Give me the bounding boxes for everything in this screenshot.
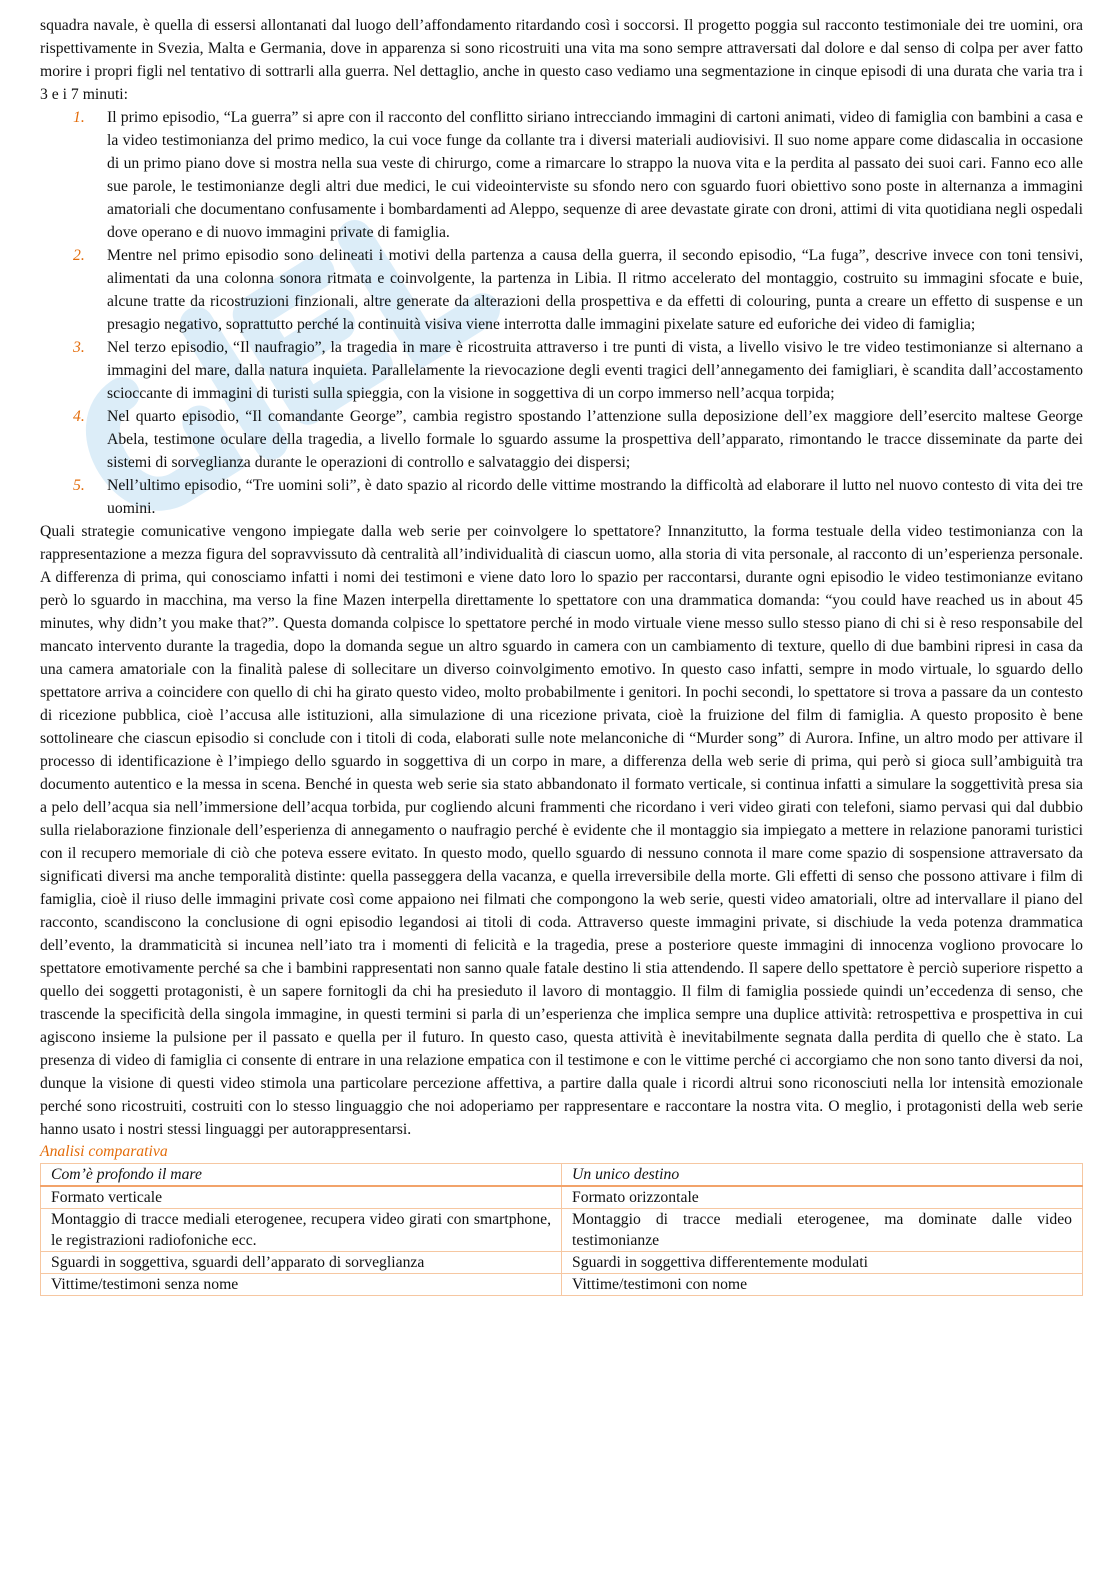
table-row: [41, 1252, 1083, 1274]
list-item: [40, 474, 1083, 520]
list-item-text: Nel quarto episodio, “Il comandante George”, cambia registro spostando l’attenzione sulla deposizione dell’ex maggiore dell’esercito maltese George Abela, testimone oculare della tragedia, a livello formale lo sguardo assume la prospettiva dell’apparato, rimontando le tracce disseminate da parte dei sistemi di sorveglianza durante le operazioni di controllo e salvataggio dei dispersi;: [107, 408, 1083, 471]
list-number: 1.: [73, 109, 85, 126]
table-cell: Formato verticale: [41, 1186, 562, 1209]
table-header-cell: Un unico destino: [562, 1164, 1083, 1187]
intro-paragraph: squadra navale, è quella di essersi allontanati dal luogo dell’affondamento ritardando così i soccorsi. Il progetto poggia sul racconto testimoniale dei tre uomini, ora rispettivamente in Svezia, Malta e Germania, dove in apparenza si sono ricostruiti una vita ma sono sempre attraversati dal dolore e dal senso di colpa per aver fatto morire i propri figli nel tentativo di sottrarli alla guerra. Nel dettaglio, anche in questo caso vediamo una segmentazione in cinque episodi di una durata che varia tra i 3 e i 7 minuti:: [40, 17, 1083, 103]
list-item-text: Nel terzo episodio, “Il naufragio”, la tragedia in mare è ricostruita attraverso i tre punti di vista, a livello visivo le tre video testimonianze si alternano a immagini del mare, dalla natura inquieta. Parallelamente la rievocazione degli eventi tragici dell’annegamento dei famigliari, è scandita dall’accostamento scioccante di immagini di turisti sulla spieggia, con la visione in soggettiva di un corpo immerso nell’acqua torpida;: [107, 339, 1083, 402]
comparison-table: [40, 1163, 1083, 1296]
list-item-text: Il primo episodio, “La guerra” si apre con il racconto del conflitto siriano intrecciando immagini di cartoni animati, video di famiglia con bambini a casa e la video testimonianza del primo medico, la cui voce funge da collante tra i diversi materiali audiovisivi. Il suo nome appare come didascalia in occasione di un primo piano dove si mostra nella sua veste di chirurgo, come a rimarcare lo strappo la nuova vita e la perdita al passato dei suoi cari. Fanno eco alle sue parole, le testimonianze degli altri due medici, le cui videointerviste su sfondo nero con sguardo fuori obiettivo sono poste in alternanza a immagini amatoriali che documentano confusamente i bombardamenti ad Aleppo, sequenze di aree devastate girate con droni, attimi di vita quotidiana negli ospedali dove operano e di nuovo immagini private di famiglia.: [107, 109, 1083, 241]
section-heading: Analisi comparativa: [40, 1143, 168, 1160]
table-row: [41, 1209, 1083, 1252]
table-cell: Montaggio di tracce mediali eterogenee, ma dominate dalle video testimonianze: [562, 1209, 1083, 1252]
episodes-list: [40, 106, 1083, 520]
body-paragraph: Quali strategie comunicative vengono impiegate dalla web serie per coinvolgere lo spettatore? Innanzitutto, la forma testuale della video testimonianza con la rappresentazione a mezza figura del sopravvissuto dà centralità all’individualità di ciascun uomo, alla storia di vita personale, al racconto di un’esperienza personale. A differenza di prima, qui conosciamo infatti i nomi dei testimoni e viene dato loro lo spazio per raccontarsi, durante ogni episodio le video testimonianze evitano però lo sguardo in macchina, ma verso la fine Mazen interpella direttamente lo spettatore con una drammatica domanda: “you could have reached us in about 45 minutes, why didn’t you make that?”. Questa domanda colpisce lo spettatore perché in modo virtuale viene messo sullo stesso piano di chi si è reso responsabile del mancato intervento durante la tragedia, dopo la domanda segue un altro sguardo in camera con un cambiamento di texture, quello di due bambini ripresi in casa da una camera amatoriale con la finalità palese di sollecitare un diverso coinvolgimento emotivo. In questo caso infatti, sempre in modo virtuale, lo sguardo dello spettatore arriva a coincidere con quello di chi ha girato questo video, molto probabilmente i genitori. In pochi secondi, lo spettatore si trova a passare da un contesto di ricezione pubblica, cioè l’accusa alle istituzioni, alla simulazione di una ricezione privata, cioè la fruizione del film di famiglia. A questo proposito è bene sottolineare che ciascun episodio si conclude con i titoli di coda, elaborati sulle note melanconiche di “Murder song” di Aurora. Infine, un altro modo per attivare il processo di identificazione è l’impiego dello sguardo in soggettiva di un corpo in mare, a differenza della web serie di prima, qui però si gioca sull’ambiguità tra documento autentico e la messa in scena. Benché in questa web serie sia stato abbandonato il formato verticale, si continua infatti a simulare la soggettività presa sia a pelo dell’acqua sia nell’immersione dell’acqua torbida, pur cogliendo alcuni frammenti che ricordano i veri video girati con telefoni, siamo pervasi qui dal dubbio sulla rielaborazione finzionale dell’esperienza di annegamento o naufragio perché è evidente che il montaggio sia impiegato a mettere in relazione panorami turistici con il recupero memoriale di ciò che poteva essere evitato. In questo modo, quello sguardo di nessuno connota il mare come spazio di sospensione attraversato da significati diversi ma anche temporalità distinte: quella passeggera della vacanza, e quella irreversibile della morte. Gli effetti di senso che possono attivare i film di famiglia, cioè il riuso delle immagini private così come appaiono nei filmati che compongono la web serie, questi video amatoriali, oltre ad intervallare il piano del racconto, scandiscono la conclusione di ogni episodio legandosi ai titoli di coda. Attraverso queste immagini private, si dischiude la veda potenza drammatica dell’evento, la drammaticità si incunea nell’iato tra i momenti di felicità e la tragedia, prese a posteriore queste immagini di innocenza vogliono provocare lo spettatore emotivamente perché sa che i bambini rappresentati non sanno quale fatale destino li stia attendendo. Il sapere dello spettatore è perciò superiore rispetto a quello dei soggetti protagonisti, è un sapere fornitogli da chi ha presieduto il lavoro di montaggio. Il film di famiglia possiede quindi un’eccedenza di senso, che trascende la specificità della singola immagine, in questi termini si parla di un’esperienza che implica sempre una duplice attività: retrospettiva e prospettiva in cui agiscono insieme la pulsione per il passato e quella per il futuro. In questo caso, questa attività è inevitabilmente segnata dalla perdita di quello che è stato. La presenza di video di famiglia ci consente di entrare in una relazione empatica con il testimone e con le vittime perché ci accorgiamo che non sono tanto diversi da noi, dunque la visione di questi video stimola una particolare percezione affettiva, a partire dalla quale i ricordi altrui sono riconosciuti nella lor intensità emozionale perché sono ricostruiti, costruiti con lo stesso linguaggio che noi adoperiamo per rappresentare e raccontare la nostra vita. O meglio, i protagonisti della web serie hanno usato i nostri stessi linguaggi per autorappresentarsi.: [40, 523, 1083, 1138]
table-header-row: [41, 1164, 1083, 1187]
list-number: 4.: [73, 408, 85, 425]
list-item: [40, 405, 1083, 474]
table-cell: Vittime/testimoni senza nome: [41, 1274, 562, 1296]
list-item: [40, 244, 1083, 336]
table-cell: Formato orizzontale: [562, 1186, 1083, 1209]
table-cell: Sguardi in soggettiva, sguardi dell’apparato di sorveglianza: [41, 1252, 562, 1274]
table-cell: Sguardi in soggettiva differentemente modulati: [562, 1252, 1083, 1274]
list-number: 5.: [73, 477, 85, 494]
table-cell: Vittime/testimoni con nome: [562, 1274, 1083, 1296]
list-number: 2.: [73, 247, 85, 264]
table-row: [41, 1274, 1083, 1296]
document-body: [40, 14, 1083, 1296]
list-item-text: Nell’ultimo episodio, “Tre uomini soli”, è dato spazio al ricordo delle vittime mostrando la difficoltà ad elaborare il lutto nel nuovo contesto di vita dei tre uomini.: [107, 477, 1083, 517]
table-cell: Montaggio di tracce mediali eterogenee, recupera video girati con smartphone, le registrazioni radiofoniche ecc.: [41, 1209, 562, 1252]
list-item: [40, 336, 1083, 405]
table-header-cell: Com’è profondo il mare: [41, 1164, 562, 1187]
table-row: [41, 1186, 1083, 1209]
list-item: [40, 106, 1083, 244]
list-number: 3.: [73, 339, 85, 356]
list-item-text: Mentre nel primo episodio sono delineati i motivi della partenza a causa della guerra, il secondo episodio, “La fuga”, descrive invece con toni tensivi, alimentati da una colonna sonora ritmata e coinvolgente, la partenza in Libia. Il ritmo accelerato del montaggio, costruito su immagini sfocate e buie, alcune tratte da ricostruzioni finzionali, altre generate da alterazioni della prospettiva e da effetti di colouring, punta a creare un effetto di suspense e un presagio negativo, soprattutto perché la continuità visiva viene interrotta dalle immagini pixelate sature ed euforiche dei video di famiglia;: [107, 247, 1083, 333]
